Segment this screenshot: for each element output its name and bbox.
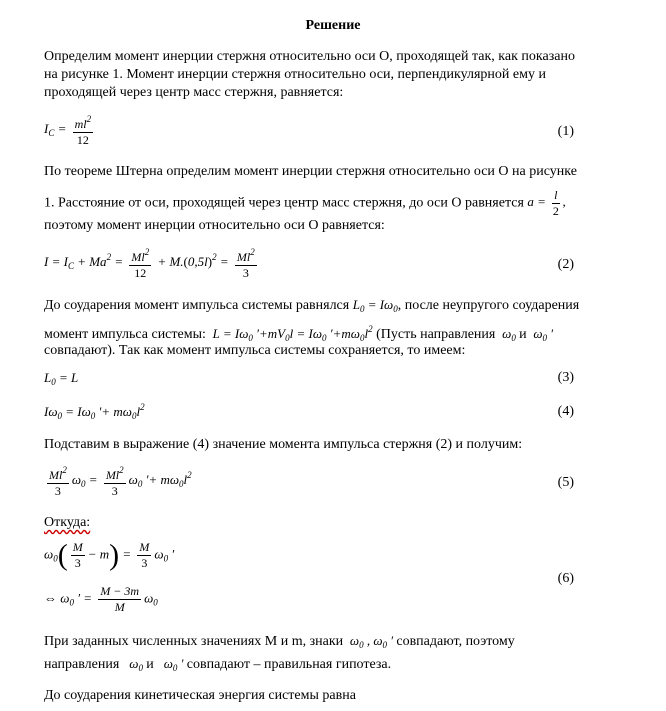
paragraph-6: До соударения кинетическая энергия системы равна — [44, 688, 356, 703]
equation-number-3: (3) — [557, 370, 574, 385]
equation-6-line-1: $\omega_0$( $\frac{M}{3}$ − m) = $\frac{M}{3}$ $\omega_0$ ′ — [44, 538, 175, 572]
equation-5: $\frac{Ml^2}{3}$ $\omega_0$ = $\frac{Ml^2}{3}$ $\omega_0$ ′+ $m\omega_0l^2$ — [49, 465, 192, 498]
paragraph-2-line-2-text: 1. Расстояние от оси, проходящей через центр масс стержня, до оси О равняется — [44, 195, 524, 211]
equation-number-2: (2) — [557, 257, 574, 272]
equation-number-6: (6) — [557, 571, 574, 586]
otkuda-label — [44, 514, 90, 532]
page-title: Решение — [305, 18, 361, 33]
paragraph-3-line-2: момент импульса системы: $L = I\omega_0$ $'+mV_0l = I\omega_0$ $'+m\omega_0l^2$ (Пусть направления $\omega_0$ и $\omega_0$ ′ — [44, 324, 554, 343]
paragraph-3-line-2-text: момент импульса системы: — [44, 327, 206, 342]
paragraph-2-line-2: 1. Расстояние от оси, проходящей через центр масс стержня, до оси О равняется a = $\frac{l}{2}$ , — [44, 188, 566, 218]
paragraph-5-line-1-tail: совпадают, поэтому — [396, 634, 515, 649]
paragraph-5-line-2-text: направления — [44, 657, 120, 672]
paragraph-3-line-1-tail: , после неупругого соударения — [397, 298, 580, 313]
paragraph-3-line-1: До соударения момент импульса системы равнялся $L_0 = I\omega_0$, после неупругого соударения — [44, 297, 580, 314]
equation-3: $L_0 = L$ — [44, 370, 79, 387]
paragraph-1-line-3: проходящей через центр масс стержня, равняется: — [44, 85, 344, 100]
paragraph-3-line-3: совпадают). Так как момент импульса системы сохраняется, то имеем: — [44, 343, 466, 358]
paragraph-2-line-3: поэтому момент инерции относительно оси О равняется: — [44, 218, 385, 233]
equation-6-line-2: ⇔ $\omega_0$ ′ = $\frac{M - 3m}{M}$ $\omega_0$ — [44, 584, 158, 614]
paragraph-3-line-2-and: и — [519, 327, 527, 342]
equation-number-4: (4) — [557, 404, 574, 419]
paragraph-1-line-2: на рисунке 1. Момент инерции стержня относительно оси, перпендикулярной ему и — [44, 67, 546, 82]
equation-4: $I\omega_0 = I\omega_0$ ′+ $m\omega_0l^2$ — [44, 402, 145, 421]
paragraph-3-line-2-mid: (Пусть направления — [376, 327, 496, 342]
paragraph-5-line-1-text: При заданных численных значениях М и m, знаки — [44, 634, 344, 649]
otkuda-text: Откуда: — [44, 515, 91, 530]
equation-2: $I = I_C + Ma^2$ = $\frac{Ml^2}{12}$ + $M.(0,5l)^2$ = $\frac{Ml^2}{3}$ — [44, 247, 255, 280]
paragraph-5-line-2: направления $\omega_0$ и $\omega_0$ ′ совпадают – правильная гипотеза. — [44, 656, 392, 673]
paragraph-5-line-1: При заданных численных значениях М и m, знаки $\omega_0$ , $\omega_0$ ′ совпадают, поэтому — [44, 633, 515, 650]
equation-number-5: (5) — [557, 475, 574, 490]
equation-1: $I_C$ = $\frac{ml^2}{12}$ — [44, 114, 92, 147]
paragraph-2-line-1: По теореме Штерна определим момент инерции стержня относительно оси О на рисунке — [44, 164, 577, 179]
paragraph-1-line-1: Определим момент инерции стержня относительно оси О, проходящей так, как показано — [44, 49, 575, 64]
paragraph-5-line-2-tail: совпадают – правильная гипотеза. — [186, 657, 392, 672]
paragraph-4: Подставим в выражение (4) значение момента импульса стержня (2) и получим: — [44, 437, 523, 452]
paragraph-5-line-2-and: и — [146, 657, 154, 672]
paragraph-3-line-1-text: До соударения момент импульса системы равнялся — [44, 298, 350, 313]
equation-number-1: (1) — [557, 124, 574, 139]
